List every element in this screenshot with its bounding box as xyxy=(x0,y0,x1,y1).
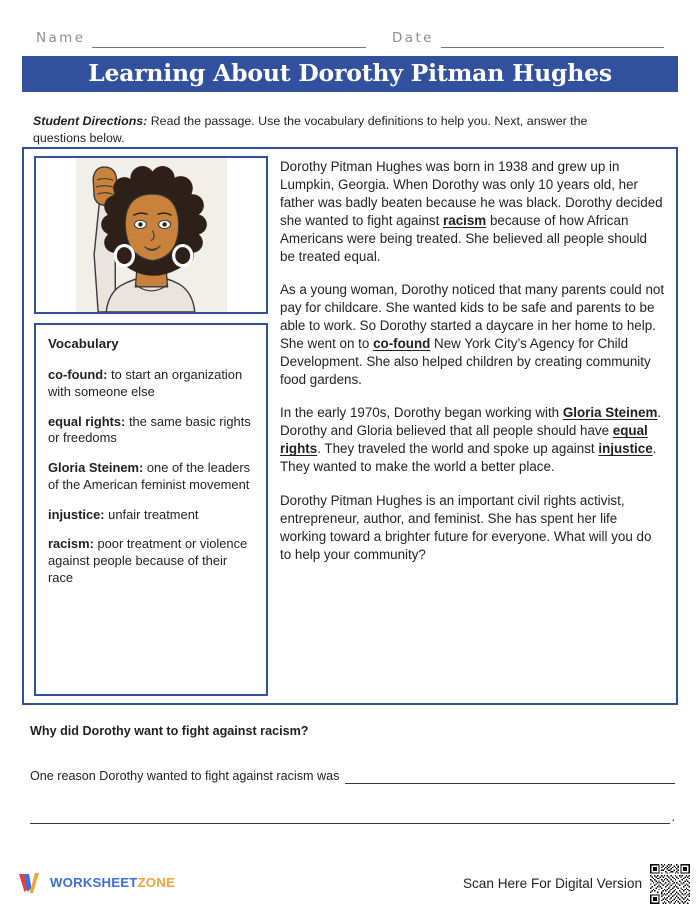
highlighted-vocabulary-word: Gloria Steinem xyxy=(562,405,658,421)
answer-write-line-2[interactable] xyxy=(30,812,670,824)
passage-text: Dorothy Pitman Hughes is an important civil rights activist, entrepreneur, author, and feminist. She has spent her life working toward a brighter future for everyone. What will you do to help your community? xyxy=(280,492,652,562)
qr-code-icon xyxy=(650,864,690,904)
logo-mark-icon xyxy=(18,872,44,894)
student-directions xyxy=(33,113,637,146)
illustration-frame xyxy=(34,156,268,314)
footer xyxy=(0,862,700,906)
question-section xyxy=(30,724,675,824)
name-field-group xyxy=(36,30,366,48)
date-field-group xyxy=(392,30,664,48)
passage-text: . They traveled the world and spoke up against xyxy=(317,441,599,457)
logo-text-zone: ZONE xyxy=(137,875,175,891)
passage-paragraph xyxy=(280,281,665,389)
vocabulary-box xyxy=(34,323,268,696)
vocabulary-term: racism: xyxy=(48,536,94,552)
vocabulary-term: Gloria Steinem: xyxy=(48,460,144,476)
comprehension-question: Why did Dorothy want to fight against racism? xyxy=(30,724,309,738)
date-label: Date xyxy=(392,30,434,46)
passage-text: . They wanted to make the world a better place. xyxy=(280,441,657,475)
scan-instruction-text: Scan Here For Digital Version xyxy=(462,876,642,891)
title-banner xyxy=(22,56,678,92)
answer-row-2 xyxy=(30,810,675,824)
vocabulary-heading: Vocabulary xyxy=(48,336,119,351)
vocabulary-term: injustice: xyxy=(48,506,105,522)
vocabulary-definition: unfair treatment xyxy=(104,506,199,522)
left-column xyxy=(34,156,268,696)
highlighted-vocabulary-word: co-found xyxy=(373,336,431,352)
logo-text-worksheet: WORKSHEET xyxy=(50,875,138,891)
vocabulary-definition: to start an organization with someone else xyxy=(48,367,243,399)
answer-row-1 xyxy=(30,769,675,784)
passage-paragraph xyxy=(280,492,665,564)
answer-end-punctuation: . xyxy=(671,810,675,824)
content-box xyxy=(22,147,678,705)
passage-body xyxy=(280,158,665,564)
name-label: Name xyxy=(36,30,86,46)
passage-column xyxy=(268,156,667,696)
passage-paragraph xyxy=(280,404,665,476)
passage-paragraph xyxy=(280,158,665,266)
page-title: Learning About Dorothy Pitman Hughes xyxy=(88,59,612,88)
vocabulary-entry xyxy=(48,460,254,494)
worksheet-zone-logo[interactable] xyxy=(18,872,175,894)
passage-text: In the early 1970s, Dorothy began working with xyxy=(280,405,563,421)
vocabulary-definition: the same basic rights or freedoms xyxy=(48,413,251,446)
highlighted-vocabulary-word: equal rights xyxy=(280,423,648,457)
vocabulary-entry xyxy=(48,367,254,401)
highlighted-vocabulary-word: racism xyxy=(443,213,487,229)
vocabulary-term: equal rights: xyxy=(48,413,126,429)
passage-text: New York City’s Agency for Child Development. She also helped children by creating community food gardens. xyxy=(280,336,651,388)
answer-write-line-1[interactable] xyxy=(345,772,675,784)
name-date-row xyxy=(36,22,664,48)
directions-label: Student Directions: xyxy=(33,114,148,129)
directions-text: Read the passage. Use the vocabulary definitions to help you. Next, answer the questions below. xyxy=(33,114,588,145)
passage-text: . Dorothy and Gloria believed that all people should have xyxy=(280,405,662,439)
highlighted-vocabulary-word: injustice xyxy=(598,441,653,457)
vocabulary-entry xyxy=(48,414,254,448)
logo-text xyxy=(50,876,175,889)
vocabulary-entry xyxy=(48,507,254,524)
vocabulary-term: co-found: xyxy=(48,367,108,382)
woman-raised-fist-illustration xyxy=(36,158,266,312)
vocabulary-definition: poor treatment or violence against people because of their race xyxy=(48,536,248,585)
passage-text: Dorothy Pitman Hughes was born in 1938 and grew up in Lumpkin, Georgia. When Dorothy was only 10 years old, her father was badly beaten because he was black. Dorothy decided she wanted to fight against xyxy=(280,159,663,229)
date-input-line[interactable] xyxy=(441,35,664,48)
qr-code[interactable] xyxy=(648,862,692,906)
vocabulary-definition: one of the leaders of the American feminist movement xyxy=(48,460,251,492)
vocabulary-list xyxy=(48,367,254,587)
answer-sentence-stem: One reason Dorothy wanted to fight against racism was xyxy=(30,769,340,783)
passage-text: because of how African Americans were being treated. She believed all people should be treated equal. xyxy=(280,213,647,265)
name-input-line[interactable] xyxy=(92,35,366,48)
passage-text: As a young woman, Dorothy noticed that many parents could not pay for childcare. She wanted kids to be safe and parents to be able to work. So Dorothy started a daycare in her home to help. She went on to xyxy=(280,282,665,352)
vocabulary-entry xyxy=(48,536,254,586)
